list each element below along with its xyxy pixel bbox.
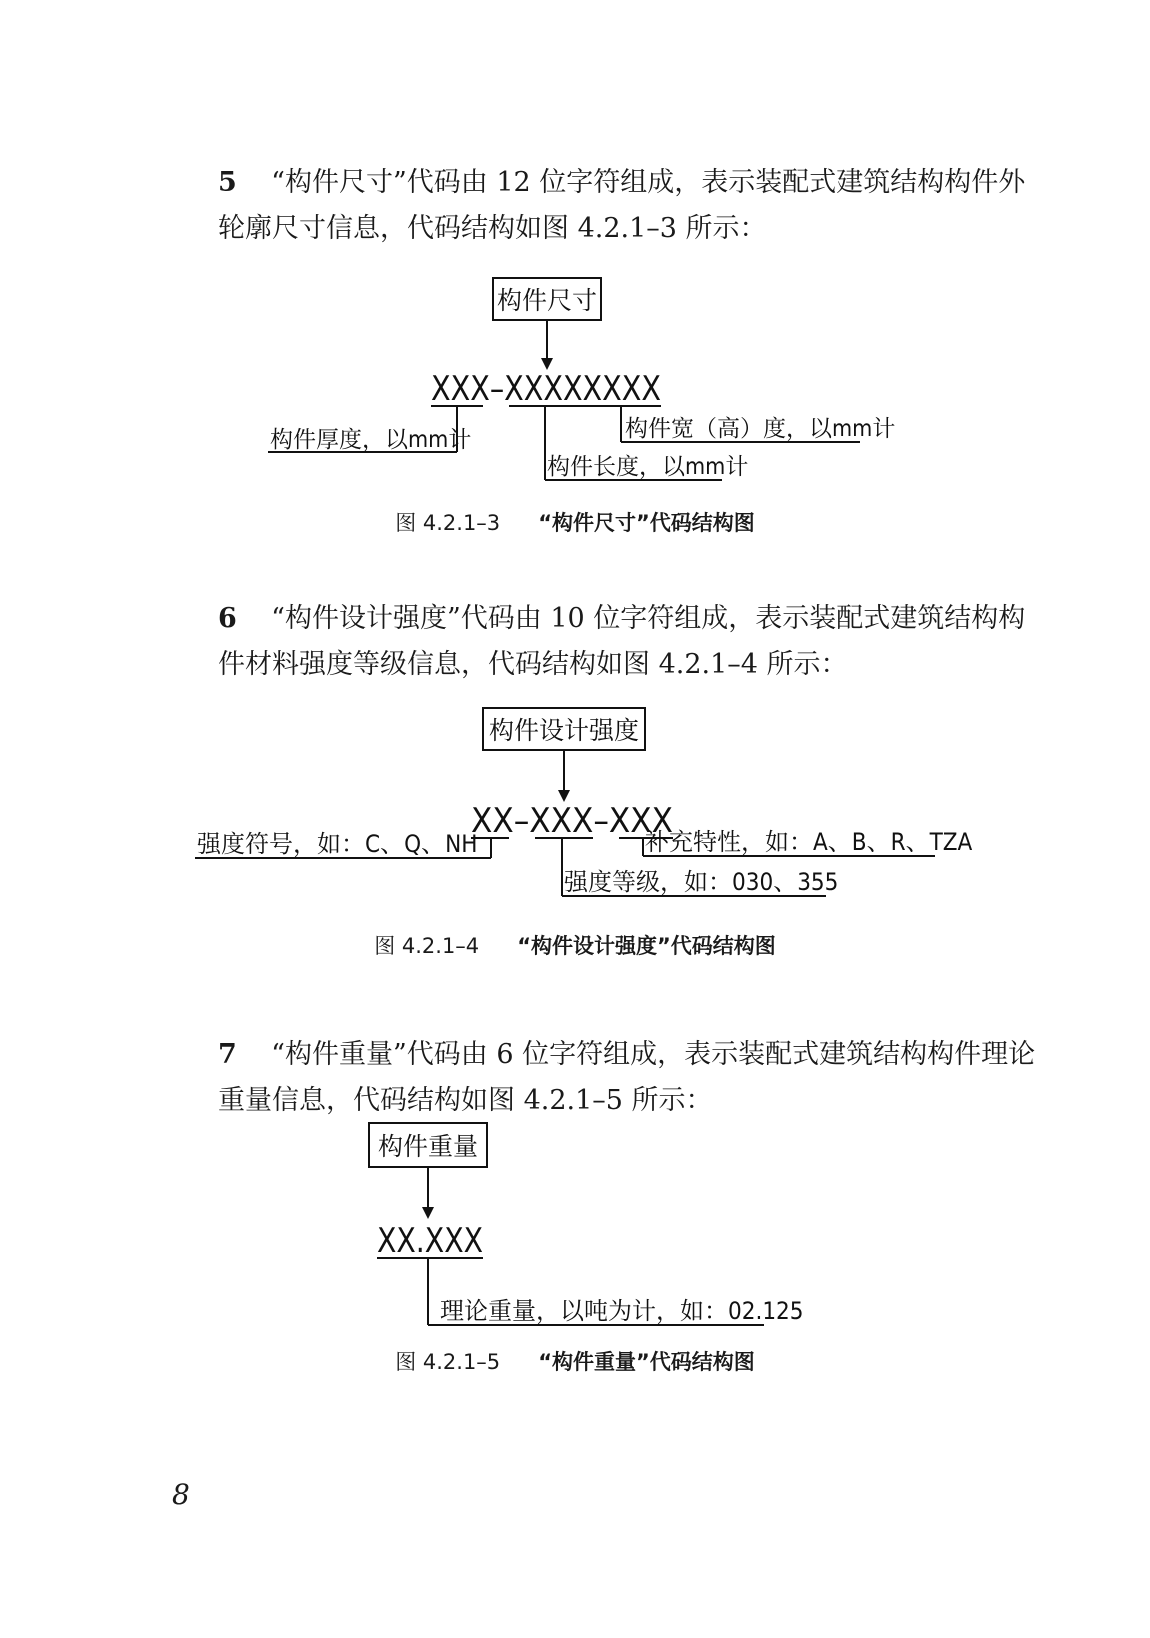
label-thickness: 构件厚度，以mm计 xyxy=(270,427,472,453)
label-strength-symbol: 强度符号，如：C、Q、NH xyxy=(197,830,478,858)
diagram-box-label: 构件尺寸 xyxy=(496,286,598,315)
diagram-weight xyxy=(0,1115,1150,1345)
diagram-box-label: 构件重量 xyxy=(377,1132,479,1161)
caption-title: “构件设计强度”代码结构图 xyxy=(517,934,776,958)
diagram-box-label: 构件设计强度 xyxy=(488,716,640,745)
label-extra-property: 补充特性，如：A、B、R、TZA xyxy=(645,828,973,856)
caption-number: 图 4.2.1–4 xyxy=(374,934,480,958)
page-number: 8 xyxy=(172,1478,190,1511)
paragraph-6 xyxy=(160,596,1048,688)
figure-caption xyxy=(0,930,1150,960)
diagram-component-size xyxy=(0,270,1150,490)
item-number: 7 xyxy=(218,1039,237,1070)
paragraph-text: “构件设计强度”代码由 10 位字符组成，表示装配式建筑结构构件材料强度等级信息，代码结构如图 4.2.1–4 所示： xyxy=(218,603,1026,680)
arrow-head xyxy=(422,1207,434,1219)
paragraph-text: “构件尺寸”代码由 12 位字符组成，表示装配式建筑结构构件外轮廓尺寸信息，代码结构如图 4.2.1–3 所示： xyxy=(218,167,1026,244)
caption-title: “构件尺寸”代码结构图 xyxy=(538,511,755,535)
label-strength-grade: 强度等级，如：030、355 xyxy=(564,868,839,896)
label-width: 构件宽（高）度，以mm计 xyxy=(625,416,896,442)
label-length: 构件长度，以mm计 xyxy=(547,454,749,480)
caption-title: “构件重量”代码结构图 xyxy=(538,1350,755,1374)
paragraph-7 xyxy=(160,1032,1048,1124)
paragraph-text: “构件重量”代码由 6 位字符组成，表示装配式建筑结构构件理论重量信息，代码结构如图 4.2.1–5 所示： xyxy=(218,1039,1036,1116)
caption-number: 图 4.2.1–5 xyxy=(395,1350,501,1374)
diagram-design-strength xyxy=(0,700,1150,925)
code-text: XX–XXX–XXX xyxy=(471,801,673,841)
item-number: 6 xyxy=(218,603,237,634)
figure-caption xyxy=(0,507,1150,537)
caption-number: 图 4.2.1–3 xyxy=(395,511,501,535)
paragraph-5 xyxy=(160,160,1048,252)
figure-caption xyxy=(0,1346,1150,1376)
code-text: XX.XXX xyxy=(377,1221,483,1261)
code-text: XXX–XXXXXXXX xyxy=(431,369,661,409)
label-theoretical-weight: 理论重量，以吨为计，如：02.125 xyxy=(440,1297,804,1325)
item-number: 5 xyxy=(218,167,237,198)
